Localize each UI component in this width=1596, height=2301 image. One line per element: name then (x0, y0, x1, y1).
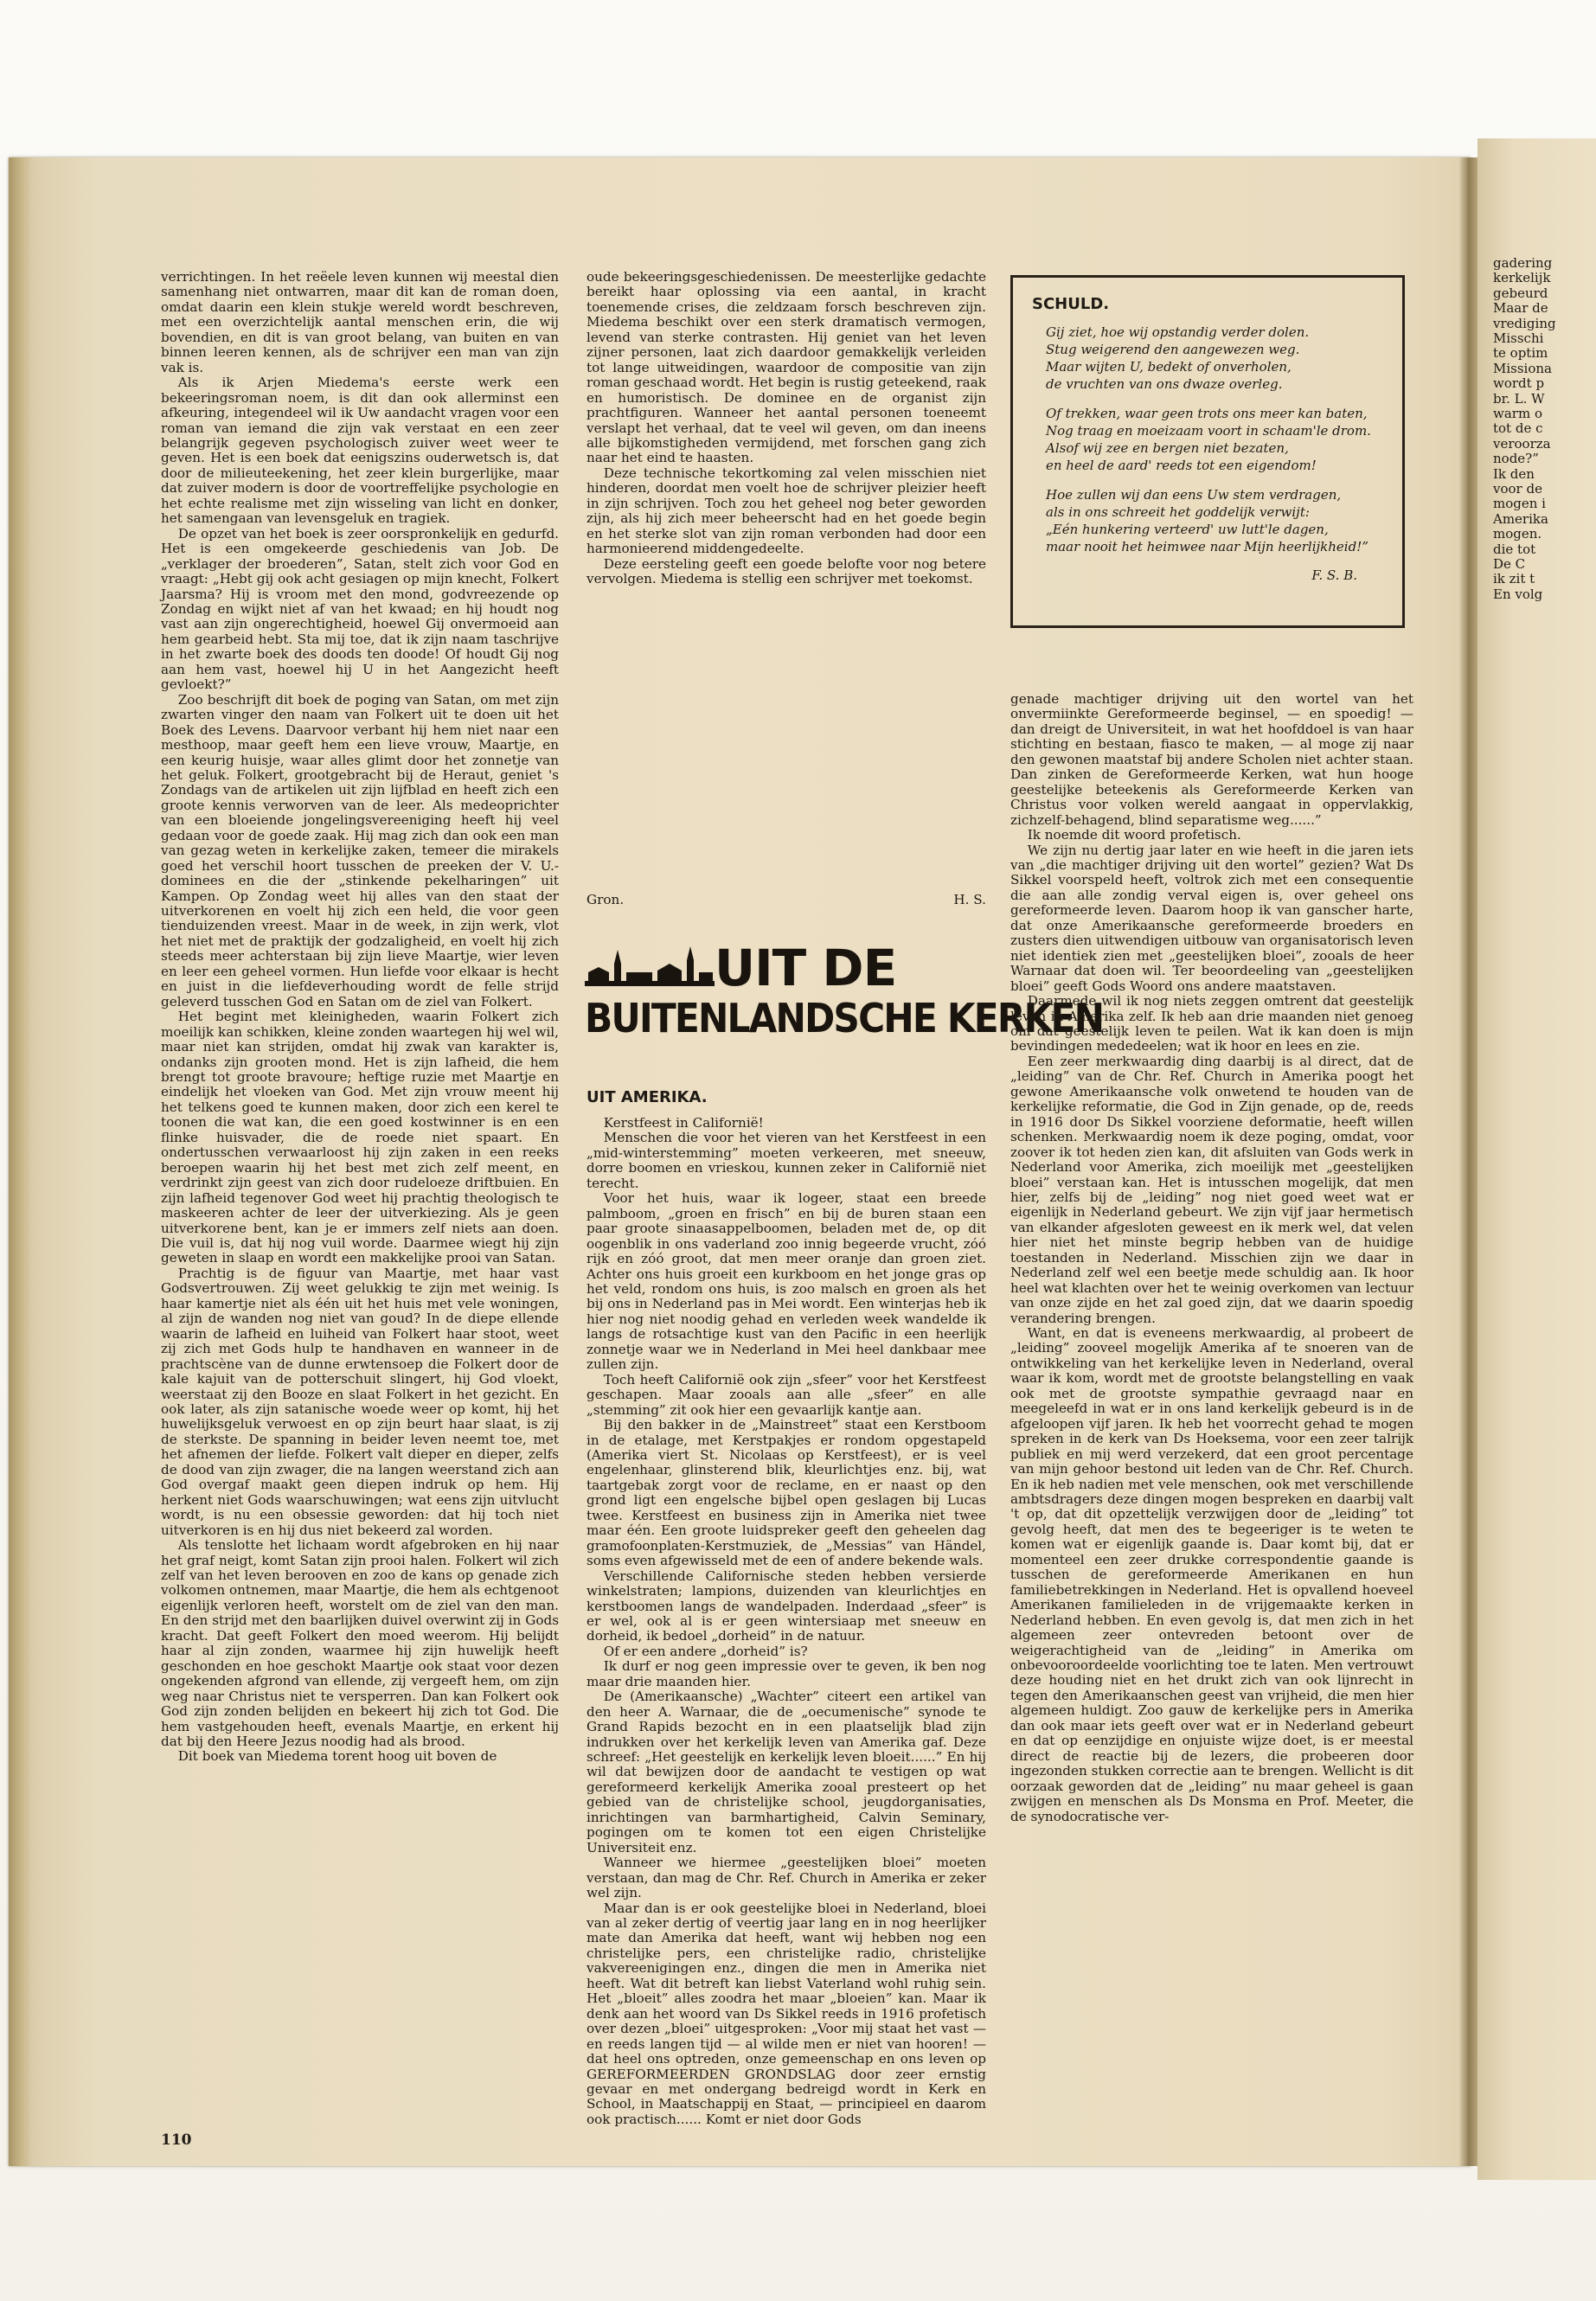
poem-line: Stug weigerend den aangewezen weg. (1046, 342, 1300, 357)
paragraph: Ik durf er nog geen impressie over te geven, ik ben nog maar drie maanden hier. (586, 1658, 986, 1689)
column-3 (1010, 692, 1413, 1824)
section-masthead (585, 939, 1104, 1085)
paragraph: Prachtig is de figuur van Maartje, met haar vast Godsvertrouwen. Zij weet gelukkig te zijn met weinig. Is haar kamertje niet als één uit het huis met vele woningen, al zijn de wanden nog niet van goud? In de diepe ellende waarin de lafheid en luiheid van Folkert haar stoot, weet zij zich met Gods hulp te handhaven en wanneer in de prachtscène van de dunne erwtensoep die Folkert door de kale kajuit van de potterschuit slingert, hij God vloekt, weerstaat zij den Booze en slaat Folkert in het gezicht. En ook later, als zijn satanische woede weer op komt, hij het huwelijksgeluk verwoest en op zijn beurt haar slaat, is zij de sterkste. De spanning in beider leven neemt toe, met het afnemen der liefde. Folkert valt dieper en dieper, zelfs de dood van zijn zwager, die na langen weerstand zich aan God overgaf maakt geen diepen indruk op hem. Hij herkent niet Gods waarschuwingen; wat eens zijn uitvlucht wordt, is nu een obsessie geworden: dat hij toch niet uitverkoren is en hij dus niet bekeerd zal worden. (161, 1265, 559, 1538)
poem-line: maar nooit het heimwee naar Mijn heerlijkheid!” (1046, 539, 1368, 554)
poem-stanza (1046, 486, 1383, 555)
poem-line: Gij ziet, hoe wij opstandig verder dolen. (1046, 324, 1310, 340)
paragraph: Voor het huis, waar ik logeer, staat een breede palmboom, „groen en frisch” en bij de buren staan een paar groote sinaasappelboomen, beladen met de, op dit oogenblik in ons vaderland zoo innig begeerde vrucht, zóó rijk en zóó groot, dat men meer oranje dan groen ziet. Achter ons huis groeit een kurkboom en het jonge gras op het veld, rondom ons huis, is zoo malsch en groen als het bij ons in Nederland pas in Mei wordt. Een winterjas heb ik hier nog niet noodig gehad en verleden week wandelde ik langs de rotsachtige kust van den Pacific in een heerlijk zonnetje waar we in Nederland in Mei heel dankbaar mee zullen zijn. (586, 1190, 986, 1373)
paragraph: De opzet van het boek is zeer oorspronkelijk en gedurfd. Het is een omgekeerde geschiedenis van Job. De „verklager der broederen”, Satan, stelt zich voor God en vraagt: „Hebt gij ook acht gesiagen op mijn knecht, Folkert Jaarsma? Hij is vroom met den mond, godvreezende op Zondag en wijkt niet af van het kwaad; en hij houdt nog vast aan zijn ongerechtigheid, hoewel Gij onvermoeid aan hem gearbeid hebt. Sta mij toe, dat ik zijn naam taschrijve in het zwarte boek des doods ten doode! Of houdt Gij nog aan hem vast, hoewel hij U in het Aangezicht heeft gevloekt?” (161, 525, 559, 693)
poem-line: en heel de aard' reeds tot een eigendom! (1046, 458, 1317, 473)
poem-line: Of trekken, waar geen trots ons meer kan baten, (1046, 406, 1368, 421)
review-signoff (586, 892, 986, 907)
poem-line: Nog traag en moeizaam voort in schaam'le drom. (1046, 423, 1371, 439)
paragraph: De (Amerikaansche) „Wachter” citeert een artikel van den heer A. Warnaar, die de „oecumenische” synode te Grand Rapids bezocht en in een plaatselijk blad zijn indrukken over het kerkelijk leven van Amerika gaf. Deze schreef: „Het geestelijk en kerkelijk leven bloeit......” En hij wil dat bewijzen door de aandacht te vestigen op wat gereformeerd kerkelijk Amerika zooal presteert op het gebied van de christelijke school, jeugdorganisaties, inrichtingen van barmhartigheid, Calvin Seminary, pogingen om te komen tot een eigen Christelijke Universiteit enz. (586, 1689, 986, 1856)
paragraph: Of er een andere „dorheid” is? (603, 1643, 808, 1659)
adjacent-page-fragment: kerkelijk (1493, 270, 1551, 286)
adjacent-page-fragment: node?” (1493, 451, 1539, 467)
paragraph: Een zeer merkwaardig ding daarbij is al direct, dat de „leiding” van de Chr. Ref. Church in Amerika poogt het gewone Amerikaansche volk onwetend te houden van de kerkelijke reformatie, die God in Zijn genade, op de, reeds in 1916 door Ds Sikkel voorziene deformatie, heeft willen schenken. Merkwaardig noem ik deze poging, omdat, voor zoover ik tot heden zien kan, dit afsluiten van Gods werk in Nederland voor Amerika, zich moeilijk met „geestelijken bloei” verstaan kan. Het is intusschen mogelijk, dat men hier, zelfs bij de „leiding” nog niet goed weet wat er eigenlijk in Nederland gebeurt. We zijn vijf jaar hermetisch van elkander afgesloten geweest en ik merk wel, dat velen hier niet het minste begrip hebben van de huidige toestanden in Nederland. Misschien zijn we daar in Nederland zelf wel een beetje mede schuldig aan. Ik hoor heel wat klachten over het te weinig overkomen van lectuur van onze zijde en het zal goed zijn, dat we daarin spoedig verandering brengen. (1010, 1053, 1413, 1326)
paragraph: Want, en dat is eveneens merkwaardig, al probeert de „leiding” zooveel mogelijk Amerika af te snoeren van de ontwikkeling van het kerkelijke leven in Nederland, overal waar ik kom, wordt met de grootste belangstelling en vaak ook met de grootste sympathie gevraagd naar en meegeleefd in wat er in ons land kerkelijk gebeurd is in de afgeloopen vijf jaren. Ik heb het voorrecht gehad te mogen spreken in de kerk van Ds Hoeksema, voor een zeer talrijk publiek en mij werd verzekerd, dat een groot percentage van mijn gehoor bestond uit leden van de Chr. Ref. Church. En ik heb nadien met vele menschen, ook met verschillende ambtsdragers deze dingen mogen bespreken en daarbij valt 't op, dat dit opzettelijk verzwijgen door de „leiding” tot gevolg heeft, dat men des te begeeriger is te weten te komen wat er eigenlijk gaande is. Daar komt bij, dat er momenteel een zeer drukke correspondentie gaande is tusschen de gereformeerde Amerikanen en hun familiebetrekkingen in Nederland. Het is opvallend hoeveel Amerikanen familieleden in de vrijgemaakte kerken in Nederland hebben. En even gevolg is, dat men zich in het algemeen zeer ontevreden betoont over de weigerachtigheid van de „leiding” in Amerika om onbevooroordeelde voorlichting toe te laten. Men vertrouwt deze houding niet en het drukt zich van ook lijnrecht in tegen den Amerikaanschen geest van vrijheid, die men hier algemeen huldigt. Zoo gauw de kerkelijke pers in Amerika dan ook maar iets geeft over wat er in Nederland gebeurt en dat op eenzijdige en onjuiste wijze doet, is er meestal direct de reactie bij de lezers, die probeeren door ingezonden stukken correctie aan te brengen. Wellicht is dit oorzaak geworden dat de „leiding” nu maar geheel is gaan zwijgen en menschen als Ds Monsma en Prof. Meeter, die de synodocratische ver- (1010, 1325, 1413, 1824)
page-edge-shadow (9, 157, 31, 2166)
paragraph: oude bekeeringsgeschiedenissen. De meesterlijke gedachte bereikt haar oplossing via een aantal, in kracht toenemende crises, die zeldzaam forsch beschreven zijn. Miedema beschikt over een sterk dramatisch vermogen, levend van sterke contrasten. Hij geniet van het leven zijner personen, laat zich daardoor gemakkelijk verleiden tot lange uitweidingen, waardoor de compositie van zijn roman geschaad wordt. Het begin is rustig geteekend, raak en humoristisch. De dominee en de organist zijn prachtfiguren. Wanneer het aantal personen toeneemt verslapt het verhaal, dat te veel wil geven, om dan ineens alle bijkomstigheden vermijdend, met forschen gang zich naar het eind te haasten. (586, 269, 986, 466)
section-subheading: UIT AMERIKA. (586, 1088, 708, 1106)
poem-line: de vruchten van ons dwaze overleg. (1046, 376, 1283, 392)
paragraph: Wanneer we hiermee „geestelijken bloei” moeten verstaan, dan mag de Chr. Ref. Church in Amerika er zeker wel zijn. (586, 1855, 986, 1901)
church-skyline-icon (585, 946, 715, 991)
poem-line: Alsof wij zee en bergen niet bezaten, (1046, 440, 1289, 456)
signoff-place: Gron. (586, 892, 625, 907)
adjacent-page-fragment: gebeurd (1493, 285, 1548, 301)
adjacent-page-fragment: En volg (1493, 586, 1543, 602)
paragraph: verrichtingen. In het reëele leven kunnen wij meestal dien samenhang niet ontwarren, maar dit kan de roman doen, omdat daarin een klein stukje wereld wordt beschreven, met een overzichtelijk aantal menschen erin, die wij bovendien, en dit is van groot belang, van buiten en van binnen leeren kennen, als de schrijver een man van zijn vak is. (161, 269, 559, 375)
paragraph: Deze technische tekortkoming zal velen misschien niet hinderen, doordat men voelt hoe de schrijver pleizier heeft in zijn schrijven. Toch zou het geheel nog beter geworden zijn, als hij zich meer beheerscht had en het goede begin en het sterke slot van zijn roman verbonden had door een harmonieerend middengedeelte. (586, 465, 986, 557)
adjacent-page-fragment: voor de (1493, 481, 1542, 497)
paragraph: Bij den bakker in de „Mainstreet” staat een Kerstboom in de etalage, met Kerstpakjes er rondom opgestapeld (Amerika viert St. Nicolaas op Kerstfeest), er is veel engelenhaar, glinsterend blik, kleurlichtjes enz. bij, wat taartgebak zorgt voor de reclame, en er naast op den grond ligt een engelsche bijbel open geslagen bij Lucas twee. Kerstfeest en business zijn in Amerika niet twee maar één. Een groote luidspreker geeft den geheelen dag gramofoonplaten-Kerstmuziek, de „Messias” van Händel, soms even afgewisseld met de een of andere bekende wals. (586, 1417, 986, 1569)
poem-signature: F. S. B. (1311, 567, 1357, 583)
adjacent-page-fragment: wordt p (1493, 375, 1545, 392)
paragraph: Menschen die voor het vieren van het Kerstfeest in een „mid-winterstemming” moeten verkeeren, met sneeuw, dorre boomen en vrieskou, kunnen zeker in Californië niet terecht. (586, 1130, 986, 1191)
paragraph: We zijn nu dertig jaar later en wie heeft in die jaren iets van „die machtiger drijving uit den wortel” gezien? Wat Ds Sikkel voorspeld heeft, voltrok zich met een consequentie die aan alle zondig verval eigen is, over geheel ons gereformeerde leven. Daarom hoop ik van ganscher harte, dat onze Amerikaansche gereformeerde broeders en zusters dien uitwendigen uitbouw van organisatorisch leven niet identiek zien met „geestelijken bloei”, zooals de heer Warnaar dat doen wil. Ter beoordeeling van „geestelijken bloei” geeft Gods Woord ons andere maatstaven. (1010, 842, 1413, 994)
page-number: 110 (161, 2131, 192, 2149)
paragraph: Zoo beschrijft dit boek de poging van Satan, om met zijn zwarten vinger den naam van Folkert uit te doen uit het Boek des Levens. Daarvoor verbant hij hem niet naar een mesthoop, maar geeft hem een lieve vrouw, Maartje, en een keurig huisje, waar alles glimt door het zonnetje van het geluk. Folkert, grootgebracht bij de Heraut, geniet 's Zondags van de artikelen uit zijn lijfblad en heeft zich een groote kennis verworven van de leer. Als medeoprichter van een bloeiende jongelingsvereeniging heeft hij veel gedaan voor de goede zaak. Hij mag zich dan ook een man van gezag weten in kerkelijke zaken, temeer die mirakels goed het verschil hoort tusschen de preeken der V. U.-dominees en die der „stinkende pekelharingen” uit Kampen. Op Zondag weet hij alles van den staat der uitverkorenen en voelt hij zich een held, die voor geen tienduizenden vreest. Maar in de week, in zijn werk, vlot het niet met de praktijk der godzaligheid, en voelt hij zich steeds meer achterstaan bij zijn lieve Maartje, wier leven en leer een geheel vormen. Hun liefde voor elkaar is hecht en juist in die liefdeverhouding wordt de felle strijd geleverd tusschen God en Satan om de ziel van Folkert. (161, 691, 559, 1009)
paragraph: Als ik Arjen Miedema's eerste werk een bekeeringsroman noem, is dit dan ook allerminst een afkeuring, integendeel wil ik Uw aandacht vragen voor een roman van iemand die zijn vak verstaat en een zeer belangrijk gegeven psychologisch zuiver weet weer te geven. Het is een boek dat eenigszins ouderwetsch is, dat door de milieuteekening, het zeer klein burgerlijke, maar dat zuiver modern is door de voortreffelijke psychologie en het echte realisme met zijn wisseling van licht en donker, het samengaan van levensgeluk en tragiek. (161, 375, 559, 527)
paragraph: Het begint met kleinigheden, waarin Folkert zich moeilijk kan schikken, kleine zonden waartegen hij wel wil, maar niet kan strijden, omdat hij zwak van karakter is, ondanks zijn grooten mond. Het is zijn lafheid, die hem brengt tot groote bravoure; heftige ruzie met Maartje en eindelijk het vloeken van God. Met zijn vrouw meent hij het telkens goed te kunnen maken, door zich een kerel te toonen die wat kan, die een goed kostwinner is en een flinke huisvader, die de roede niet spaart. En ondertusschen verwaarloost hij zijn zaken in een reeks beroepen waarin hij het best met zich zelf meent, en verdrinkt zijn geest van zich door rudeloeze driftbuien. En zijn lafheid tegenover God weet hij prachtig theologisch te maskeeren achter de leer der uitverkiezing. Als je geen uitverkorene bent, kan je er immers zelf niets aan doen. Die vuil is, dat hij nog vuil worde. Daarmee wiegt hij zijn geweten in slaap en wordt een makkelijke prooi van Satan. (161, 1009, 559, 1266)
poem-box (1010, 275, 1405, 628)
adjacent-page-fragment: Misschi (1493, 330, 1544, 346)
adjacent-page-fragment: gadering (1493, 255, 1553, 271)
paragraph: genade machtiger drijving uit den wortel van het onvermiinkte Gereformeerde beginsel, — en spoedig! — dan dreigt de Universiteit, in wat het hoofddoel is van haar stichting en bestaan, fiasco te maken, — al moge zij naar den gewonen maatstaf bij andere Scholen niet achter staan. Dan zinken de Gereformeerde Kerken, wat hun hooge geestelijke beteekenis als Gereformeerde Kerken van Christus voor volken wereld aangaat in oppervlakkig, zichzelf-behagend, blind separatisme weg......” (1010, 691, 1413, 828)
adjacent-page-fragment: tot de c (1493, 420, 1543, 437)
column-1 (161, 270, 559, 1765)
poem-title: SCHULD. (1032, 295, 1110, 313)
adjacent-page-fragment: De C (1493, 556, 1526, 572)
column-2-review (586, 270, 986, 587)
binding-gutter (1458, 157, 1477, 2166)
adjacent-page-fragment: warm o (1493, 406, 1542, 421)
adjacent-page-fragment: Maar de (1493, 300, 1548, 317)
adjacent-page-fragment: mogen. (1493, 526, 1542, 542)
adjacent-page-fragment: ik zit t (1493, 571, 1535, 587)
paragraph: Toch heeft Californië ook zijn „sfeer” voor het Kerstfeest geschapen. Maar zooals aan alle „sfeer” en alle „stemming” zit ook hier een gevaarlijk kantje aan. (586, 1371, 986, 1418)
poem-line: „Eén hunkering verteerd' uw lutt'le dagen, (1046, 522, 1329, 537)
adjacent-page-fragment: mogen i (1493, 496, 1546, 512)
adjacent-page-fragment: veroorza (1493, 435, 1551, 452)
paragraph: Ik noemde dit woord profetisch. (1027, 827, 1241, 843)
paragraph: Maar dan is er ook geestelijke bloei in Nederland, bloei van al zeker dertig of veertig jaar lang en in nog heerlijker mate dan Amerika dat heeft, want wij hebben nog een christelijke pers, een christelijke radio, christelijke vakvereenigingen enz., dingen die men in Amerika niet heeft. Wat dit betreft kan liebst Vaterland wohl ruhig sein. Het „bloeit” alles zoodra het maar „bloeien” kan. Maar ik denk aan het woord van Ds Sikkel reeds in 1916 profetisch over dezen „bloei” uitgesproken: „Voor mij staat het vast — en reeds langen tijd — al wilde men er niet van hooren! — dat heel ons optreden, onze gemeenschap en ons leven op GEREFORMEERDEN GRONDSLAG door zeer ernstig gevaar en met ondergang bedreigd wordt in Kerk en School, in Maatschappij en Staat, — principieel en daarom ook practisch...... Komt er niet door Gods (586, 1900, 986, 2127)
poem-stanza (1046, 405, 1383, 474)
adjacent-page-fragment: Ik den (1493, 465, 1535, 482)
adjacent-page-fragment: br. L. W (1493, 390, 1545, 407)
adjacent-page-fragment: Missiona (1493, 360, 1552, 376)
paragraph: Deze eersteling geeft een goede belofte voor nog betere vervolgen. Miedema is stellig een schrijver met toekomst. (586, 555, 986, 587)
poem-stanza (1046, 324, 1383, 393)
poem-line: Maar wijten U, bedekt of onverholen, (1046, 359, 1292, 375)
adjacent-page-fragment: te optim (1493, 345, 1548, 362)
article-intro: Kerstfeest in Californië! (603, 1115, 764, 1131)
paragraph: Als tenslotte het lichaam wordt afgebroken en hij naar het graf neigt, komt Satan zijn prooi halen. Folkert wil zich zelf van het leven berooven en zoo de kans op genade zich volkomen ontnemen, maar Maartje, die hem als echtgenoot eigenlijk verloren heeft, worstelt om de ziel van den man. En den strijd met den baarlijken duivel overwint zij in Gods kracht. Dat geeft Folkert den moed weerom. Hij belijdt haar al zijn zonden, waarmee hij zijn huwelijk heeft geschonden en hoe geschokt Maartje ook staat voor dezen ongekenden afgrond van ellende, zij vergeeft hem, om zijn weg naar Christus niet te versperren. Dan kan Folkert ook God zijn zonden belijden en bekeert hij zich tot God. Die hem vastgehouden heeft, evenals Maartje, en erkent hij dat bij den Heere Jezus noodig had als brood. (161, 1537, 559, 1749)
signoff-initials: H. S. (953, 892, 986, 907)
masthead-line-1: UIT DE (715, 939, 897, 997)
paragraph: Dit boek van Miedema torent hoog uit boven de (177, 1748, 497, 1765)
adjacent-page-fragment: vrediging (1493, 315, 1556, 331)
column-2-article (586, 1116, 986, 2127)
poem-line: Hoe zullen wij dan eens Uw stem verdragen, (1046, 487, 1342, 503)
paragraph: Daarmede wil ik nog niets zeggen omtrent dat geestelijk leven in Amerika zelf. Ik heb aan drie maanden niet genoeg om dat geestelijk leven te peilen. Wat ik kan doen is mijn bevindingen mededeelen; wat ik hoor en lees en zie. (1010, 993, 1413, 1054)
poem-line: als in ons schreeit het goddelijk verwijt: (1046, 504, 1310, 520)
adjacent-page-fragment: Amerika (1493, 510, 1548, 527)
adjacent-page-fragment: die tot (1493, 541, 1536, 557)
masthead-line-2: BUITENLANDSCHE KERKEN (585, 995, 1104, 1042)
paragraph: Verschillende Californische steden hebben versierde winkelstraten; lampions, duizenden van kleurlichtjes en kerstboomen langs de wandelpaden. Inderdaad „sfeer” is er wel, ook al is er geen wintersiaap met sneeuw en dorheid, ik bedoel „dorheid” in de natuur. (586, 1567, 986, 1644)
